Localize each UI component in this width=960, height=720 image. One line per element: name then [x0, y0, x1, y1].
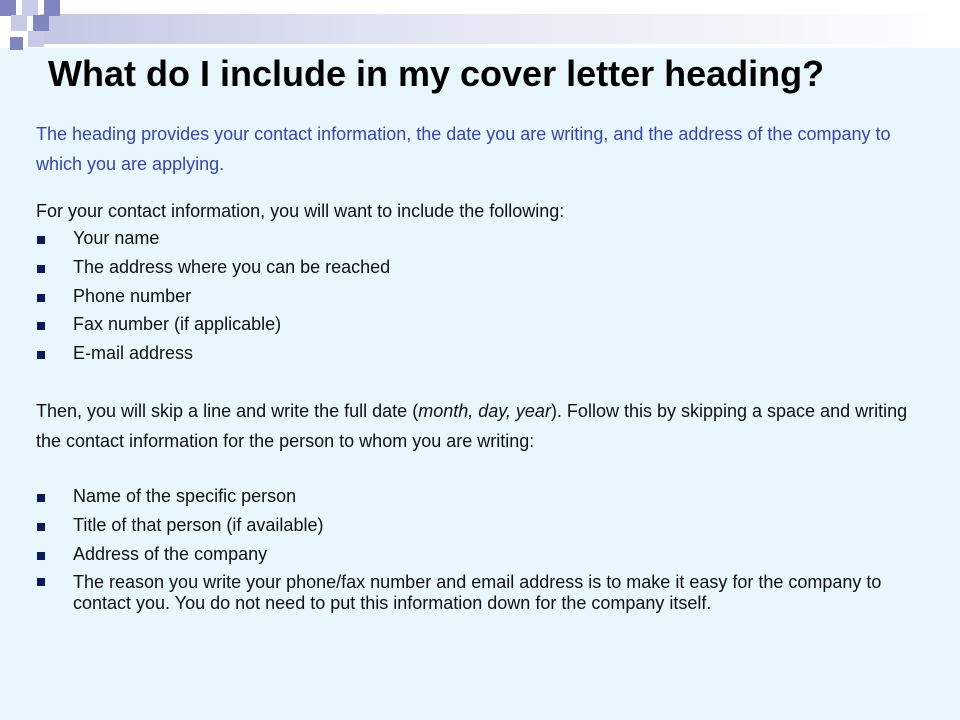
list-item: [36, 540, 916, 569]
contact-intro: For your contact information, you will want to include the following:: [36, 201, 565, 221]
square-bullet-icon: [37, 494, 45, 502]
list-item-text: Name of the specific person: [73, 486, 297, 506]
deco-square: [22, 0, 38, 16]
square-bullet-icon: [37, 322, 45, 330]
list-item: [36, 568, 916, 614]
list-item: [36, 253, 916, 282]
list-item-text: Title of that person (if available): [73, 514, 324, 535]
list-item-text: Fax number (if applicable): [73, 314, 282, 335]
list-item-text: E-mail address: [73, 343, 194, 364]
deco-square: [11, 15, 27, 31]
date-paragraph-text: Then, you will skip a line and write the full date (: [36, 401, 419, 421]
list-item-text: Address of the company: [73, 543, 268, 564]
slide-title: What do I include in my cover letter heading?: [48, 53, 825, 94]
list-item-text: The reason you write your phone/fax number and email address is to make it easy for the company to contact you. You do not need to put this information down for the company itself.: [73, 572, 882, 614]
recipient-list: [36, 482, 916, 614]
deco-square: [33, 15, 49, 31]
square-bullet-icon: [37, 578, 45, 586]
contact-list: [36, 224, 916, 368]
list-item-text: The address where you can be reached: [73, 256, 391, 277]
list-item: [36, 282, 916, 311]
square-bullet-icon: [37, 265, 45, 273]
deco-square: [44, 0, 60, 16]
list-item: [36, 482, 916, 511]
intro-paragraph: The heading provides your contact information, the date you are writing, and the address of the company to which you are applying.: [36, 124, 891, 174]
square-bullet-icon: [37, 236, 45, 244]
date-paragraph-text: ). Follow this by skipping a space and writing the contact information for the person to whom you are writing:: [36, 401, 908, 451]
list-item-text: Phone number: [73, 285, 192, 306]
list-item: [36, 339, 916, 368]
deco-square: [28, 31, 44, 47]
deco-square: [10, 37, 23, 50]
square-bullet-icon: [37, 351, 45, 359]
list-item: [36, 310, 916, 339]
square-bullet-icon: [37, 294, 45, 302]
deco-square: [0, 0, 16, 16]
date-paragraph: [36, 396, 916, 456]
list-item-text: Your name: [73, 228, 160, 248]
list-item: [36, 511, 916, 540]
square-bullet-icon: [37, 523, 45, 531]
list-item: [36, 224, 916, 253]
date-format-emphasis: month, day, year: [418, 401, 551, 421]
square-bullet-icon: [37, 552, 45, 560]
